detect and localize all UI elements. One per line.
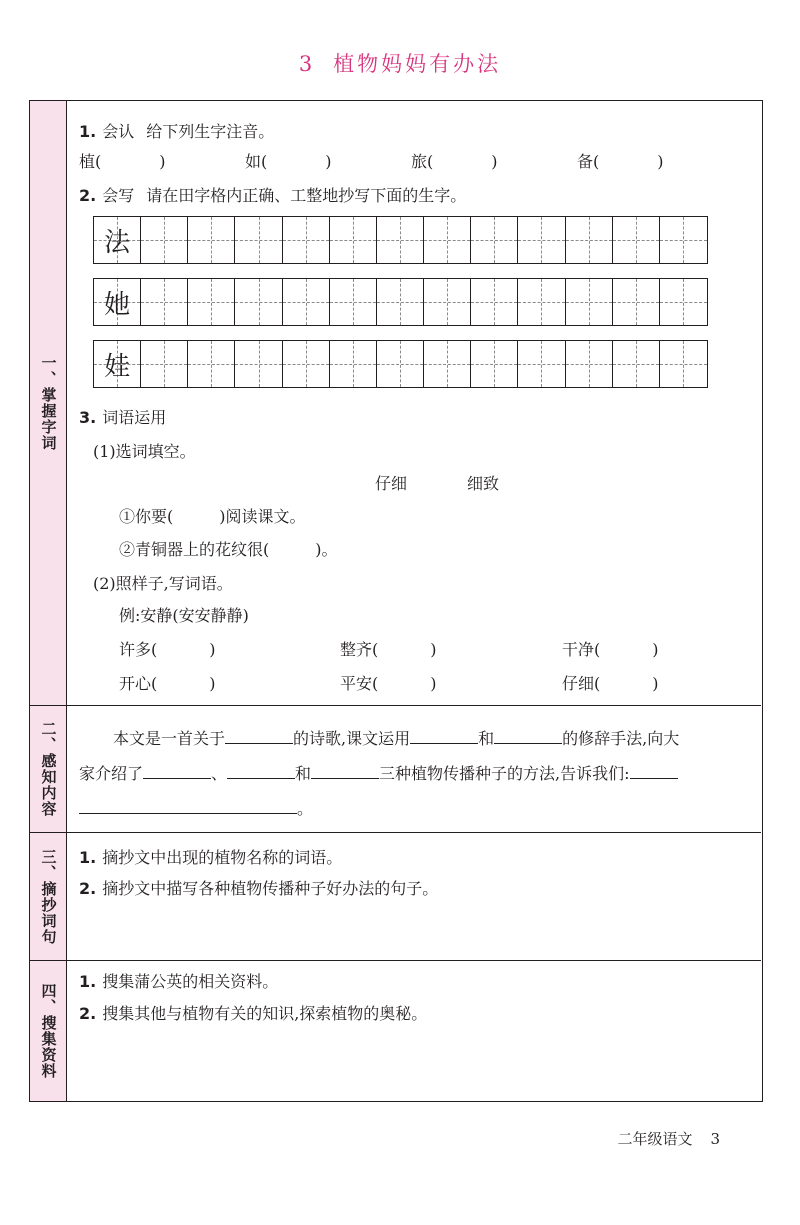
grid-cell[interactable] [613,217,660,263]
grid-cell [94,217,141,263]
question-2: 2. 搜集其他与植物有关的知识,探索植物的奥秘。 [79,1004,428,1023]
grid-cell [94,279,141,325]
grid-cell[interactable] [424,341,471,387]
fill-sentence: ②青铜器上的花纹很( )。 [119,540,338,559]
grid-cell[interactable] [613,279,660,325]
fill-sentence: ①你要( )阅读课文。 [119,507,306,526]
answer-blank[interactable] [225,726,293,744]
section-master-words [30,101,761,706]
sub-question-label: (2)照样子,写词语。 [93,574,233,593]
answer-blank[interactable] [79,796,297,814]
grid-cell[interactable] [471,217,518,263]
answer-blank[interactable] [143,761,211,779]
section-body [67,833,761,960]
grid-cell[interactable] [235,217,282,263]
section-label-cell [30,101,67,705]
word-option: 仔细 [375,474,408,493]
pinyin-item[interactable]: 如( ) [245,152,332,171]
section-copy-sentences [30,833,761,961]
page-number: 3 [710,1130,720,1148]
question-3: 3. 词语运用 [79,408,167,427]
grid-cell[interactable] [566,279,613,325]
section-label: 二、感知内容 [39,721,58,817]
question-text: 给下列生字注音。 [146,122,275,141]
grid-cell[interactable] [518,217,565,263]
question-text: 词语运用 [102,408,167,427]
grid-cell[interactable] [283,279,330,325]
word-option: 细致 [467,474,500,493]
summary-line-2: 家介绍了 、 和 三种植物传播种子的方法,告诉我们: [79,761,678,784]
section-label-cell [30,833,67,960]
grid-cell[interactable] [377,341,424,387]
grid-cell[interactable] [471,341,518,387]
grid-cell[interactable] [141,217,188,263]
grid-cell[interactable] [283,341,330,387]
question-1: 1. 会认 给下列生字注音。 [79,122,275,141]
grid-cell[interactable] [188,217,235,263]
question-1: 1. 搜集蒲公英的相关资料。 [79,972,279,991]
word-blank-item[interactable]: 干净( ) [562,640,659,659]
lesson-number: 3 [298,52,316,76]
section-body [67,961,761,1101]
grid-cell[interactable] [660,279,707,325]
grid-cell[interactable] [283,217,330,263]
grid-cell [94,341,141,387]
worksheet-table [29,100,763,1102]
writing-grid-row [93,340,708,388]
section-body [67,101,761,705]
question-2: 2. 会写 请在田字格内正确、工整地抄写下面的生字。 [79,186,467,205]
grid-cell[interactable] [235,279,282,325]
answer-blank[interactable] [410,726,478,744]
grid-cell[interactable] [518,279,565,325]
section-collect-materials [30,961,761,1101]
pinyin-item[interactable]: 备( ) [577,152,664,171]
grid-cell[interactable] [518,341,565,387]
model-character: 娃 [104,351,131,382]
grid-cell[interactable] [377,217,424,263]
lesson-title [0,48,800,78]
grid-cell[interactable] [141,341,188,387]
section-label: 三、摘抄词句 [39,848,58,945]
grid-cell[interactable] [471,279,518,325]
word-blank-item[interactable]: 仔细( ) [562,674,659,693]
grid-cell[interactable] [330,217,377,263]
grid-cell[interactable] [188,341,235,387]
grid-cell[interactable] [330,341,377,387]
sub-question-label: (1)选词填空。 [93,442,196,461]
pinyin-item[interactable]: 植( ) [79,152,166,171]
section-label-cell [30,961,67,1101]
question-head: 会写 [102,186,135,205]
answer-blank[interactable] [630,761,678,779]
footer-text: 二年级语文 [617,1130,693,1148]
writing-grid-row [93,278,708,326]
answer-blank[interactable] [227,761,295,779]
word-blank-item[interactable]: 整齐( ) [340,640,437,659]
word-blank-item[interactable]: 开心( ) [119,674,216,693]
answer-blank[interactable] [494,726,562,744]
word-blank-item[interactable]: 许多( ) [119,640,216,659]
lesson-name: 植物妈妈有办法 [333,52,502,76]
grid-cell[interactable] [330,279,377,325]
word-blank-item[interactable]: 平安( ) [340,674,437,693]
grid-cell[interactable] [660,217,707,263]
question-text: 请在田字格内正确、工整地抄写下面的生字。 [146,186,467,205]
section-body [67,706,761,832]
section-perceive-content [30,706,761,833]
question-1: 1. 摘抄文中出现的植物名称的词语。 [79,848,343,867]
grid-cell[interactable] [660,341,707,387]
page-footer [617,1128,720,1149]
grid-cell[interactable] [566,341,613,387]
question-2: 2. 摘抄文中描写各种植物传播种子好办法的句子。 [79,879,439,898]
model-character: 法 [104,227,131,258]
summary-line-1: 本文是一首关于 的诗歌,课文运用 和 的修辞手法,向大 [113,726,679,749]
grid-cell[interactable] [377,279,424,325]
grid-cell[interactable] [566,217,613,263]
section-label-cell [30,706,67,832]
writing-grid-row [93,216,708,264]
grid-cell[interactable] [613,341,660,387]
question-head: 会认 [102,122,135,141]
section-label: 四、搜集资料 [39,983,58,1079]
grid-cell[interactable] [141,279,188,325]
section-label: 一、掌握字词 [39,355,58,451]
grid-cell[interactable] [424,217,471,263]
model-character: 她 [104,289,131,320]
example-text: 例:安静(安安静静) [119,606,249,625]
summary-line-3: 。 [79,796,313,819]
answer-blank[interactable] [311,761,379,779]
grid-cell[interactable] [235,341,282,387]
grid-cell[interactable] [424,279,471,325]
pinyin-item[interactable]: 旅( ) [411,152,498,171]
grid-cell[interactable] [188,279,235,325]
